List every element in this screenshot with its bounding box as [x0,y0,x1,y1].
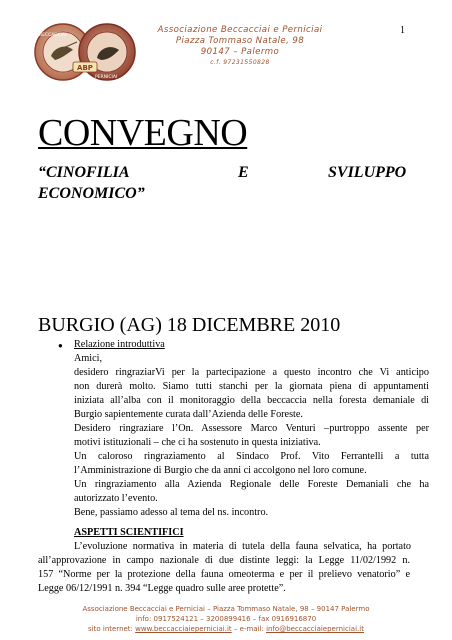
page-number: 1 [400,25,405,36]
footer-address: Associazione Beccacciai e Perniciai – Piazza Tommaso Natale, 98 – 90147 Palermo [82,605,370,613]
body-line: Bene, passiamo adesso al tema del ns. incontro. [74,507,269,518]
section-heading: ASPETTI SCIENTIFICI [74,527,184,538]
subtitle-word-2: E [238,164,249,181]
footer-web [0,624,452,634]
event-location-date: BURGIO (AG) 18 DICEMBRE 2010 [38,314,341,336]
footer-contacts: info: 0917524121 – 3200899416 – fax 0916916870 [135,615,317,623]
body-line: desidero ringraziarVi per la partecipazione a questo incontro che Vi anticipo [74,367,429,378]
body-line: Amici, [74,353,103,364]
body-line: all’approvazione in campo nazionale di due distinte leggi: la Legge 11/02/1992 n. [38,555,410,566]
body-line: l’Amministrazione di Burgio che da anni ci accolgono nel loro comune. [74,465,367,476]
logo-top-text: BECCACCIAI [39,33,67,38]
body-line: motivi istituzionali – che ci ha sostenuto in questa iniziativa. [74,437,321,448]
body-line: non durerà molto. Siamo tutti stanchi per la giornata piena di appuntamenti [74,381,429,392]
body-line: L’evoluzione normativa in materia di tutela della fauna selvatica, ha portato [74,541,411,552]
letterhead [140,25,340,68]
body-line: 157 “Norme per la protezione della fauna omeoterma e per il prelievo venatorio” e [38,569,410,580]
body-line: Un ringraziamento alla Azienda Regionale delle Foreste Demaniali che ha [74,479,429,490]
page-title: CONVEGNO [38,112,248,154]
footer-site-label: sito internet: [88,625,133,633]
body-line: iniziata all’alba con il monitoraggio della beccaccia nella foresta demaniale di [74,395,429,406]
subtitle-word-3: SVILUPPO [328,164,407,181]
letterhead-address: Piazza Tommaso Natale, 98 [175,36,305,46]
logo-badge-text: ABP [77,64,93,72]
bullet-heading: Relazione introduttiva [74,339,165,350]
body-line: autorizzato l’evento. [74,493,158,504]
website-link[interactable]: www.beccacciaieperniciai.it [135,625,232,633]
body-line: Desidero ringraziare l’On. Assessore Marco Venturi –purtroppo assente per [74,423,429,434]
letterhead-cf: c.f. 97231550828 [210,59,270,66]
body-line: Burgio sapientemente curata dall’Azienda delle Foreste. [74,409,303,420]
subtitle-line-2: ECONOMICO” [38,185,145,202]
body-line: Legge 06/12/1991 n. 394 “Legge quadro sulle aree protette”. [38,583,286,594]
letterhead-city: 90147 – Palermo [200,47,280,57]
footer-email-label: – e-mail: [233,625,264,633]
body-line: Un caloroso ringraziamento al Sindaco Prof. Vito Ferrantelli a tutta [74,451,429,462]
email-link[interactable]: info@beccacciaieperniciai.it [266,625,364,633]
association-logo [33,22,137,82]
logo-bottom-text: PERNICIAI [95,75,118,80]
subtitle-word-1: “CINOFILIA [38,164,130,181]
bullet-icon: ● [58,341,63,350]
letterhead-org: Associazione Beccacciai e Perniciai [157,25,323,35]
